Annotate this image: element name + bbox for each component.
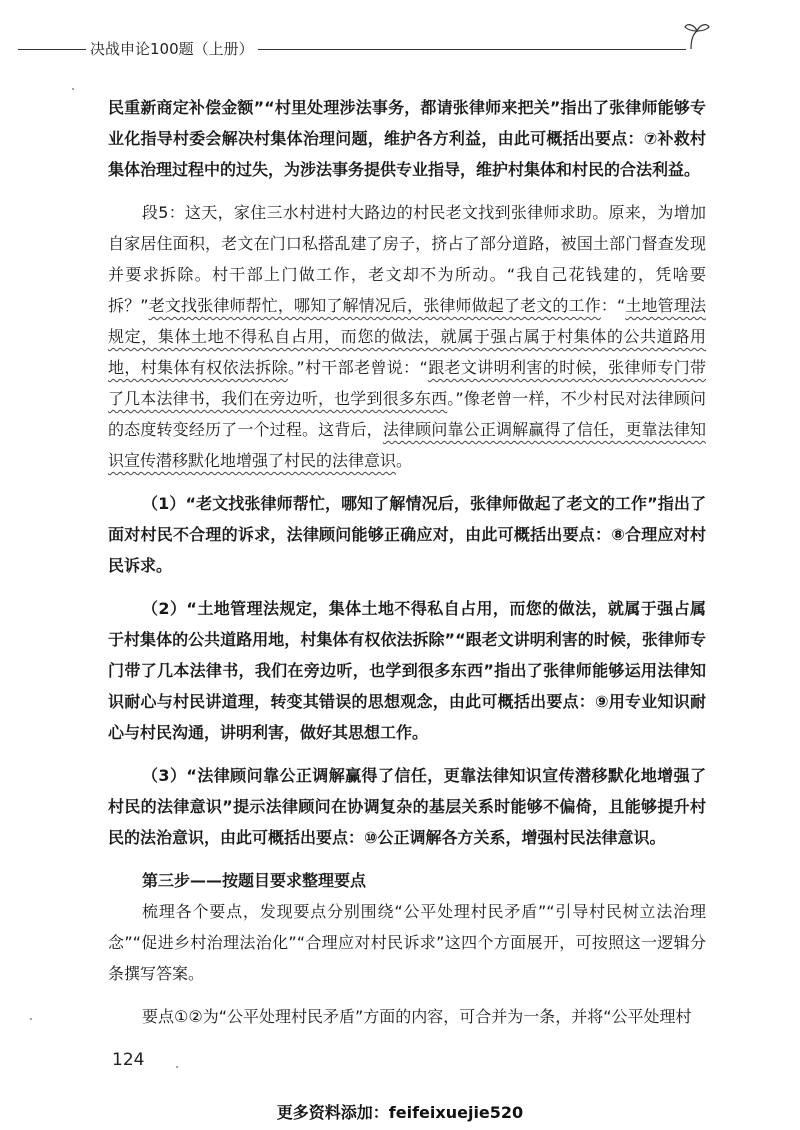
scan-speck <box>176 1066 178 1068</box>
book-title: 决战申论100题（上册） <box>90 40 254 58</box>
step-heading: 第三步——按题目要求整理要点 <box>142 871 367 890</box>
header-rule-left <box>18 49 86 50</box>
analysis-point-3: （3）“法律顾问靠公正调解赢得了信任，更靠法律知识宣传潜移默化地增强了村民的法律意识”提示法律顾问在协调复杂的基层关系时能够不偏倚，且能够提升村民的法治意识，由此可概括出要点：⑩公正调解各方关系，增强村民法律意识。 <box>108 766 706 847</box>
case-text: 段5：这天，家住三水村进村大路边的村民老文找到张律师求助。原来，为增加自家居住面积，老文在门口私搭乱建了房子，挤占了部分道路，被国土部门督查发现并要求拆除。村干部上门做工作，老文却不为所动。“我自己花钱建的，凭啥要拆？” <box>108 203 706 315</box>
underlined-quote: 土地管理法规定，集体土地不得私自占用，而您的做法，就属于强占属于村集体的公共道路用地，村集体有权依法拆除 <box>108 296 706 377</box>
analysis-point-2: （2）“土地管理法规定，集体土地不得私自占用，而您的做法，就属于强占属于村集体的公共道路用地，村集体有权依法拆除”“跟老文讲明利害的时候，张律师专门带了几本法律书，我们在旁边听，也学到很多东西”指出了张律师能够运用法律知识耐心与村民讲道理，转变其错误的思想观念，由此可概括出要点：⑨用专业知识耐心与村民沟通，讲明利害，做好其思想工作。 <box>108 599 706 742</box>
sprout-icon <box>682 20 712 50</box>
paragraph-case-5 <box>108 197 706 476</box>
case-text: 。 <box>396 451 413 470</box>
underlined-quote: 老文找张律师帮忙，哪知了解情况后，张律师做起了老文的工作 <box>148 296 601 315</box>
analysis-point-1: （1）“老文找张律师帮忙，哪知了解情况后，张律师做起了老文的工作”指出了面对村民不合理的诉求，法律顾问能够正确应对，由此可概括出要点：⑧合理应对村民诉求。 <box>108 494 706 575</box>
case-text: 。”像老曾一样，不少村民对法律顾问的态度转变经历了一个过程。这背后， <box>108 389 706 439</box>
scan-speck <box>30 1018 32 1020</box>
underlined-quote: 跟老文讲明利害的时候，张律师专门带了几本法律书，我们在旁边听，也学到很多东西 <box>108 358 706 408</box>
underlined-quote: 法律顾问靠公正调解赢得了信任，更靠法律知识宣传潜移默化地增强了村民的法律意识 <box>108 420 706 470</box>
footer-note: 更多资料添加：feifeixuejie520 <box>276 1103 524 1122</box>
case-text: 。”村干部老曾说：“ <box>287 358 428 377</box>
case-text: ：“ <box>600 296 626 315</box>
merge-paragraph: 要点①②为“公平处理村民矛盾”方面的内容，可合并为一条，并将“公平处理村 <box>142 1007 692 1026</box>
running-header <box>0 0 800 70</box>
page-number: 124 <box>112 1050 145 1070</box>
scan-speck <box>72 88 74 90</box>
page-body <box>108 92 706 1032</box>
header-rule-right <box>258 49 686 50</box>
paragraph-continuation: 民重新商定补偿金额”“村里处理涉法事务，都请张律师来把关”指出了张律师能够专业化指导村委会解决村集体治理问题，维护各方利益，由此可概括出要点：⑦补救村集体治理过程中的过失，为涉法事务提供专业指导，维护村集体和村民的合法利益。 <box>108 98 706 179</box>
summary-paragraph: 梳理各个要点，发现要点分别围绕“公平处理村民矛盾”“引导村民树立法治理念”“促进乡村治理法治化”“合理应对村民诉求”这四个方面展开，可按照这一逻辑分条撰写答案。 <box>108 902 706 983</box>
